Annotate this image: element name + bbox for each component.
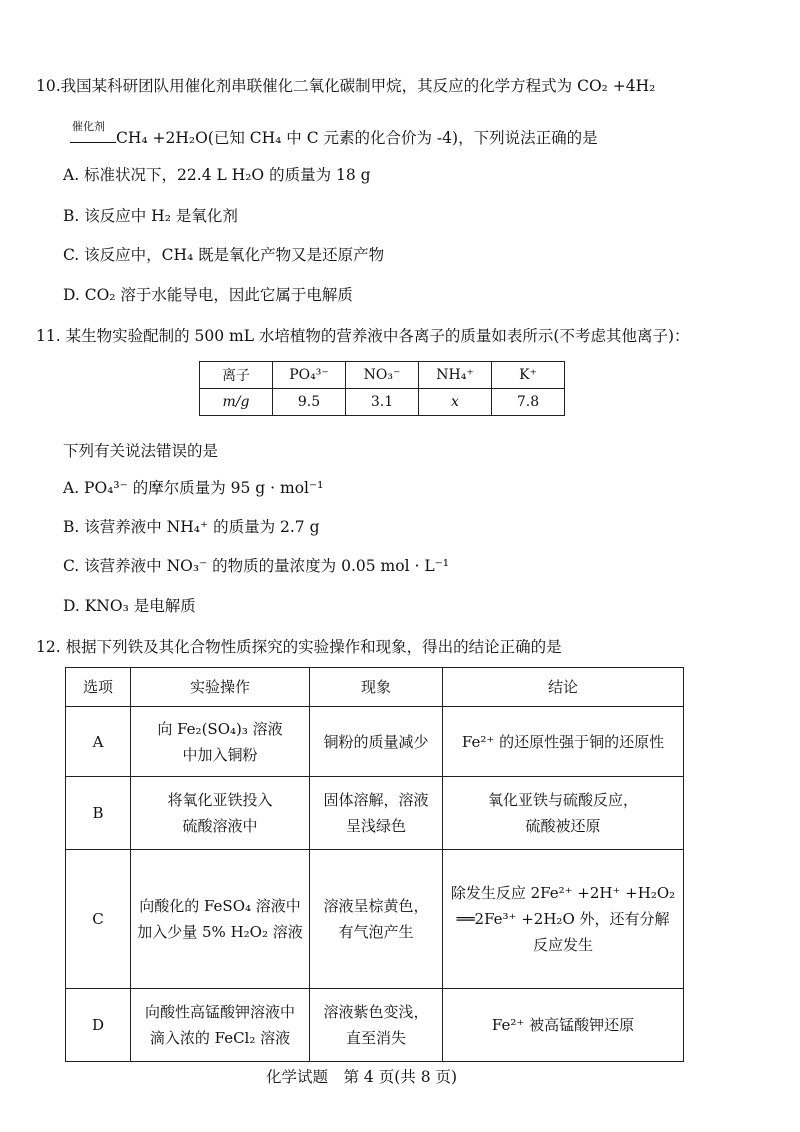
q10-equation-rest: CH₄ +2H₂O(已知 CH₄ 中 C 元素的化合价为 -4)，下列说法正确的是 [116,129,598,147]
row-operation [131,850,310,989]
ion-header-cell: NH₄⁺ [419,362,492,389]
q11-subprompt: 下列有关说法错误的是 [63,442,219,460]
catalyst-label: 催化剂 [72,120,105,133]
cell-line: 将氧化亚铁投入 [167,791,273,809]
q11-option-b: B. 该营养液中 NH₄⁺ 的质量为 2.7 g [63,518,320,536]
experiment-table [65,667,684,1062]
cell-line: 向酸化的 FeSO₄ 溶液中 [139,897,301,915]
ion-header-cell: 离子 [200,362,273,389]
table-row [66,777,684,850]
cell-line: 呈浅绿色 [345,817,406,835]
ion-header-cell: K⁺ [492,362,565,389]
cell-line: 溶液紫色变浅， [323,1003,429,1021]
q10-option-b: B. 该反应中 H₂ 是氧化剂 [63,207,238,225]
mass-value-cell: 9.5 [273,389,346,416]
mass-value-cell: 3.1 [346,389,419,416]
row-option: B [66,777,131,850]
ion-header-cell: PO₄³⁻ [273,362,346,389]
row-conclusion [443,777,684,850]
catalyst-arrow [70,120,116,149]
cell-line: 滴入浓的 FeCl₂ 溶液 [149,1029,291,1047]
table-row [66,989,684,1062]
row-option: A [66,707,131,777]
q11-option-d: D. KNO₃ 是电解质 [63,597,196,615]
row-phenomenon [310,777,443,850]
cell-line: 有气泡产生 [338,923,414,941]
q11-option-c: C. 该营养液中 NO₃⁻ 的物质的量浓度为 0.05 mol · L⁻¹ [63,557,450,575]
row-conclusion [443,707,684,777]
cell-line: 加入少量 5% H₂O₂ 溶液 [137,923,303,941]
cell-line: 向酸性高锰酸钾溶液中 [144,1003,295,1021]
cell-line: Fe²⁺ 被高锰酸钾还原 [491,1016,635,1034]
cell-line: 中加入铜粉 [182,745,258,764]
q10-option-c: C. 该反应中，CH₄ 既是氧化产物又是还原产物 [63,246,385,264]
row-conclusion [443,989,684,1062]
q11-option-a: A. PO₄³⁻ 的摩尔质量为 95 g · mol⁻¹ [63,479,324,497]
q10-option-d: D. CO₂ 溶于水能导电，因此它属于电解质 [63,286,353,304]
cell-line: 直至消失 [345,1029,406,1047]
table-row [66,850,684,989]
cell-line: 氧化亚铁与硫酸反应， [487,791,638,809]
table-row [66,707,684,777]
q10-option-a: A. 标准状况下，22.4 L H₂O 的质量为 18 g [63,166,371,184]
q12-stem: 12. 根据下列铁及其化合物性质探究的实验操作和现象，得出的结论正确的是 [36,638,562,656]
cell-line: 反应发生 [532,936,593,954]
row-operation [131,707,310,777]
header-operation: 实验操作 [131,668,310,707]
cell-line: 固体溶解，溶液 [323,791,429,809]
ion-mass-table [199,361,565,416]
q10-stem-line2 [70,120,598,149]
row-phenomenon [310,707,443,777]
cell-line: 向 Fe₂(SO₄)₃ 溶液 [157,719,283,738]
row-phenomenon [310,850,443,989]
q11-stem: 11. 某生物实验配制的 500 mL 水培植物的营养液中各离子的质量如表所示(不考虑其他离子)： [36,327,690,345]
q10-stem-line1: 10.我国某科研团队用催化剂串联催化二氧化碳制甲烷，其反应的化学方程式为 CO₂ +4H₂ [36,77,656,95]
mass-value-cell: 7.8 [492,389,565,416]
mass-value-cell: x [419,389,492,416]
header-conclusion: 结论 [443,668,684,707]
row-option: C [66,850,131,989]
table-row [200,362,565,389]
cell-line: 硫酸溶液中 [182,817,258,835]
cell-line: 除发生反应 2Fe²⁺ +2H⁺ +H₂O₂ [450,884,676,902]
header-option: 选项 [66,668,131,707]
table-row [200,389,565,416]
row-operation [131,989,310,1062]
cell-line: Fe²⁺ 的还原性强于铜的还原性 [461,732,665,751]
cell-line: 溶液呈棕黄色， [323,897,429,915]
row-phenomenon [310,989,443,1062]
cell-line: ══2Fe³⁺ +2H₂O 外，还有分解 [456,910,670,928]
mass-label-cell: m/g [200,389,273,416]
row-option: D [66,989,131,1062]
table-header-row [66,668,684,707]
row-operation [131,777,310,850]
ion-header-cell: NO₃⁻ [346,362,419,389]
row-conclusion [443,850,684,989]
header-phenomenon: 现象 [310,668,443,707]
page-footer: 化学试题 第 4 页(共 8 页) [266,1068,458,1086]
cell-line: 铜粉的质量减少 [323,732,429,751]
cell-line: 硫酸被还原 [525,817,601,835]
